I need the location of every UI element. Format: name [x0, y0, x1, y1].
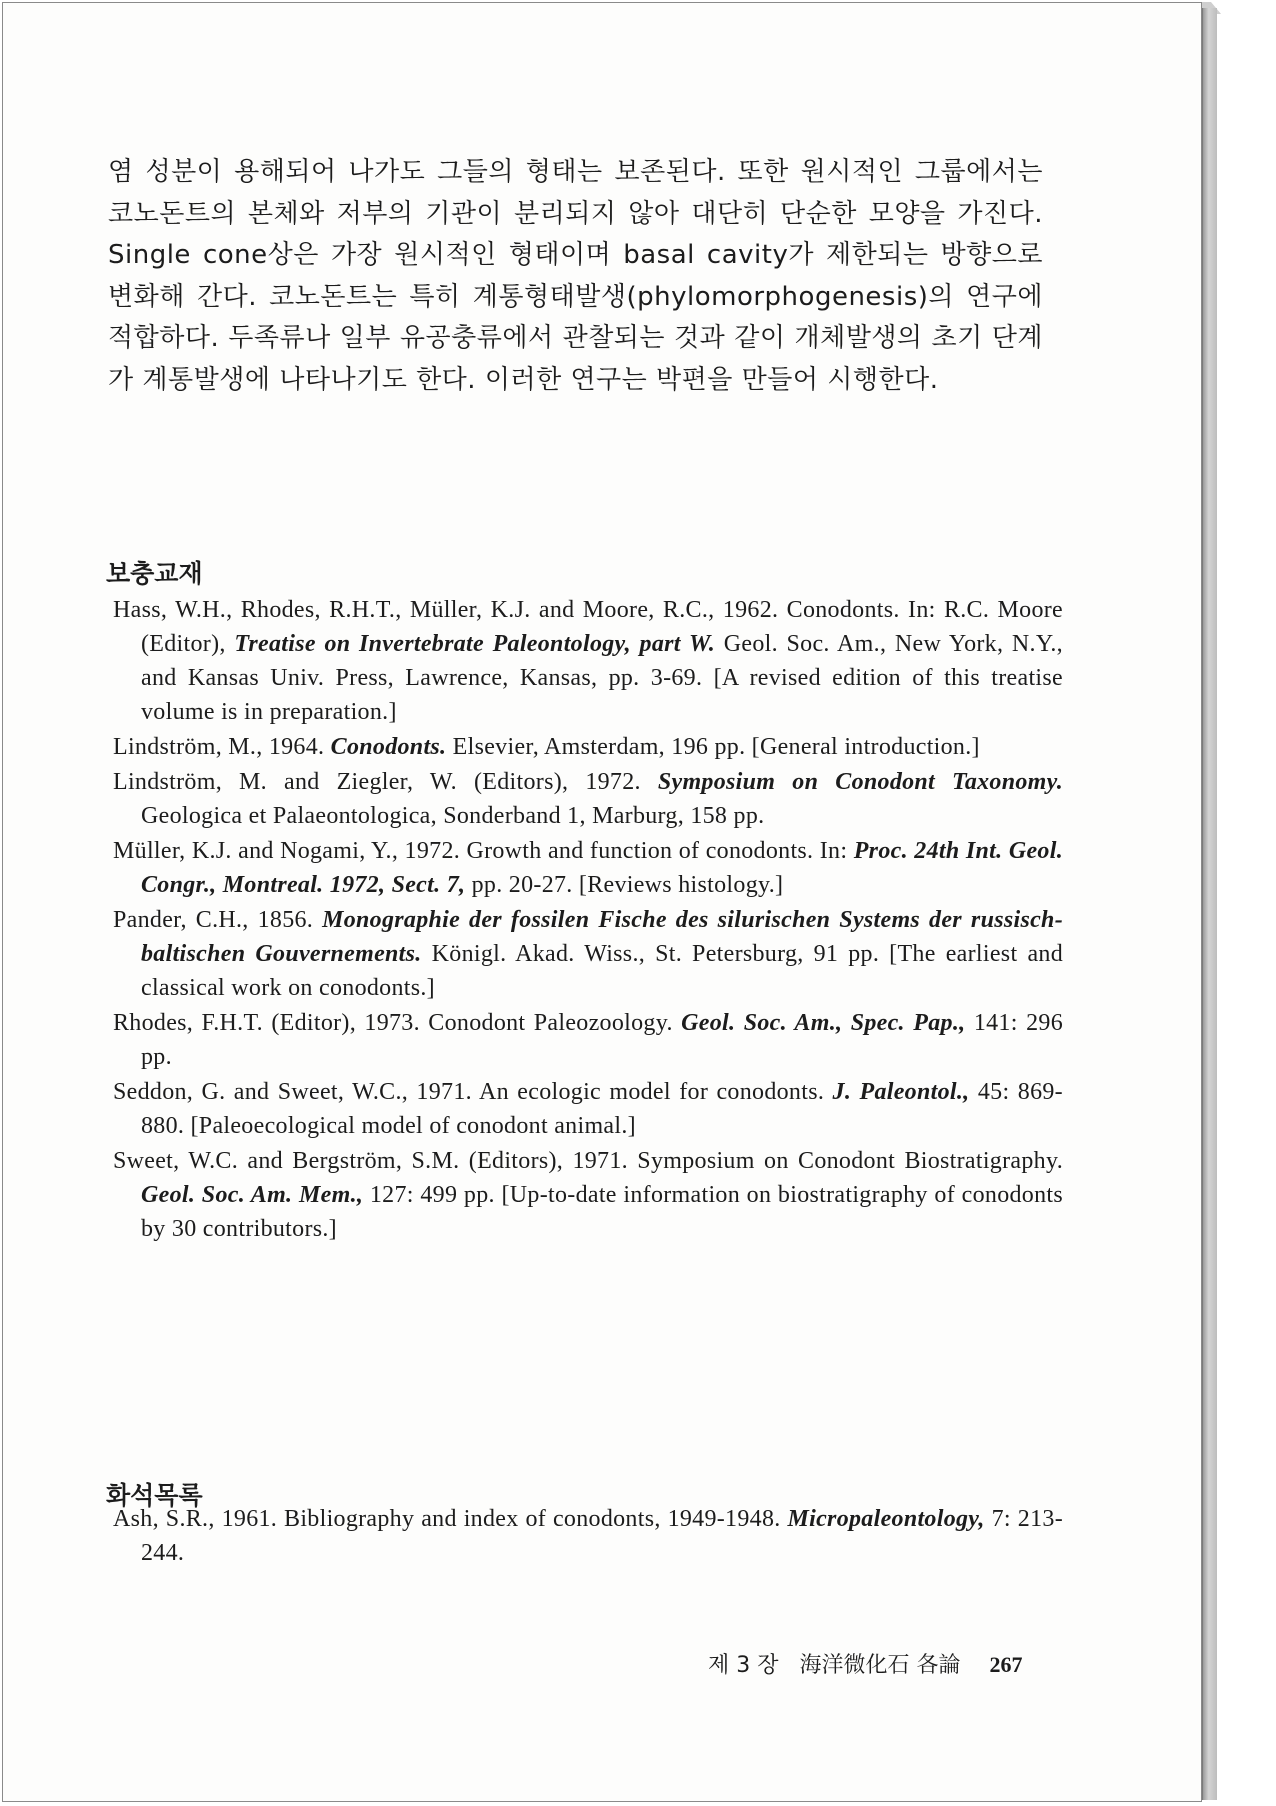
- reference-entry: Seddon, G. and Sweet, W.C., 1971. An ecologic model for conodonts. J. Paleontol., 45: 869-880. [Paleoecological model of conodont animal.]: [113, 1079, 1063, 1139]
- reference-entry: Müller, K.J. and Nogami, Y., 1972. Growth and function of conodonts. In: Proc. 24th Int. Geol. Congr., Montreal. 1972, Sect. 7, pp. 20-27. [Reviews histology.]: [113, 838, 1063, 898]
- fossil-catalog-heading: 화석목록: [106, 1481, 203, 1510]
- supplementary-heading: 보충교재: [106, 559, 203, 588]
- reference-entry: Rhodes, F.H.T. (Editor), 1973. Conodont Paleozoology. Geol. Soc. Am., Spec. Pap., 141: 296 pp.: [113, 1010, 1063, 1070]
- reference-entry: Ash, S.R., 1961. Bibliography and index of conodonts, 1949-1948. Micropaleontology, 7: 213-244.: [113, 1506, 1063, 1566]
- footer-chapter: 제 3 장: [708, 1653, 779, 1678]
- reference-entry: Sweet, W.C. and Bergström, S.M. (Editors), 1971. Symposium on Conodont Biostratigraphy. Geol. Soc. Am. Mem., 127: 499 pp. [Up-to-date information on biostratigraphy of conodonts by 30 contributors.]: [113, 1148, 1063, 1242]
- reference-entry: Lindström, M. and Ziegler, W. (Editors), 1972. Symposium on Conodont Taxonomy. Geologica et Palaeontologica, Sonderband 1, Marburg, 158 pp.: [113, 769, 1063, 829]
- footer-section-title: 海洋微化石 各論: [799, 1653, 961, 1678]
- fossil-catalog-reference-list: [113, 1502, 1063, 1571]
- reference-entry: Hass, W.H., Rhodes, R.H.T., Müller, K.J. and Moore, R.C., 1962. Conodonts. In: R.C. Moore (Editor), Treatise on Invertebrate Paleontology, part W. Geol. Soc. Am., New York, N.Y., and Kansas Univ. Press, Lawrence, Kansas, pp. 3-69. [A revised edition of this treatise volume is in preparation.]: [113, 597, 1063, 725]
- body-paragraph: 염 성분이 용해되어 나가도 그들의 형태는 보존된다. 또한 원시적인 그룹에서는 코노돈트의 본체와 저부의 기관이 분리되지 않아 대단히 단순한 모양을 가진다. Single cone상은 가장 원시적인 형태이며 basal cavity가 제한되는 방향으로 변화해 간다. 코노돈트는 특히 계통형태발생(phylomorphogenesis)의 연구에 적합하다. 두족류나 일부 유공충류에서 관찰되는 것과 같이 개체발생의 초기 단계가 계통발생에 나타나기도 한다. 이러한 연구는 박편을 만들어 시행한다.: [108, 157, 1043, 395]
- supplementary-reference-list: [113, 593, 1063, 1247]
- page-edge: [1202, 8, 1217, 1800]
- reference-entry: Pander, C.H., 1856. Monographie der fossilen Fische des silurischen Systems der russisch-baltischen Gouvernements. Königl. Akad. Wiss., St. Petersburg, 91 pp. [The earliest and classical work on conodonts.]: [113, 907, 1064, 1001]
- page-number: 267: [989, 1652, 1023, 1677]
- reference-entry: Lindström, M., 1964. Conodonts. Elsevier, Amsterdam, 196 pp. [General introduction.]: [113, 734, 980, 760]
- running-footer: [708, 1648, 1023, 1679]
